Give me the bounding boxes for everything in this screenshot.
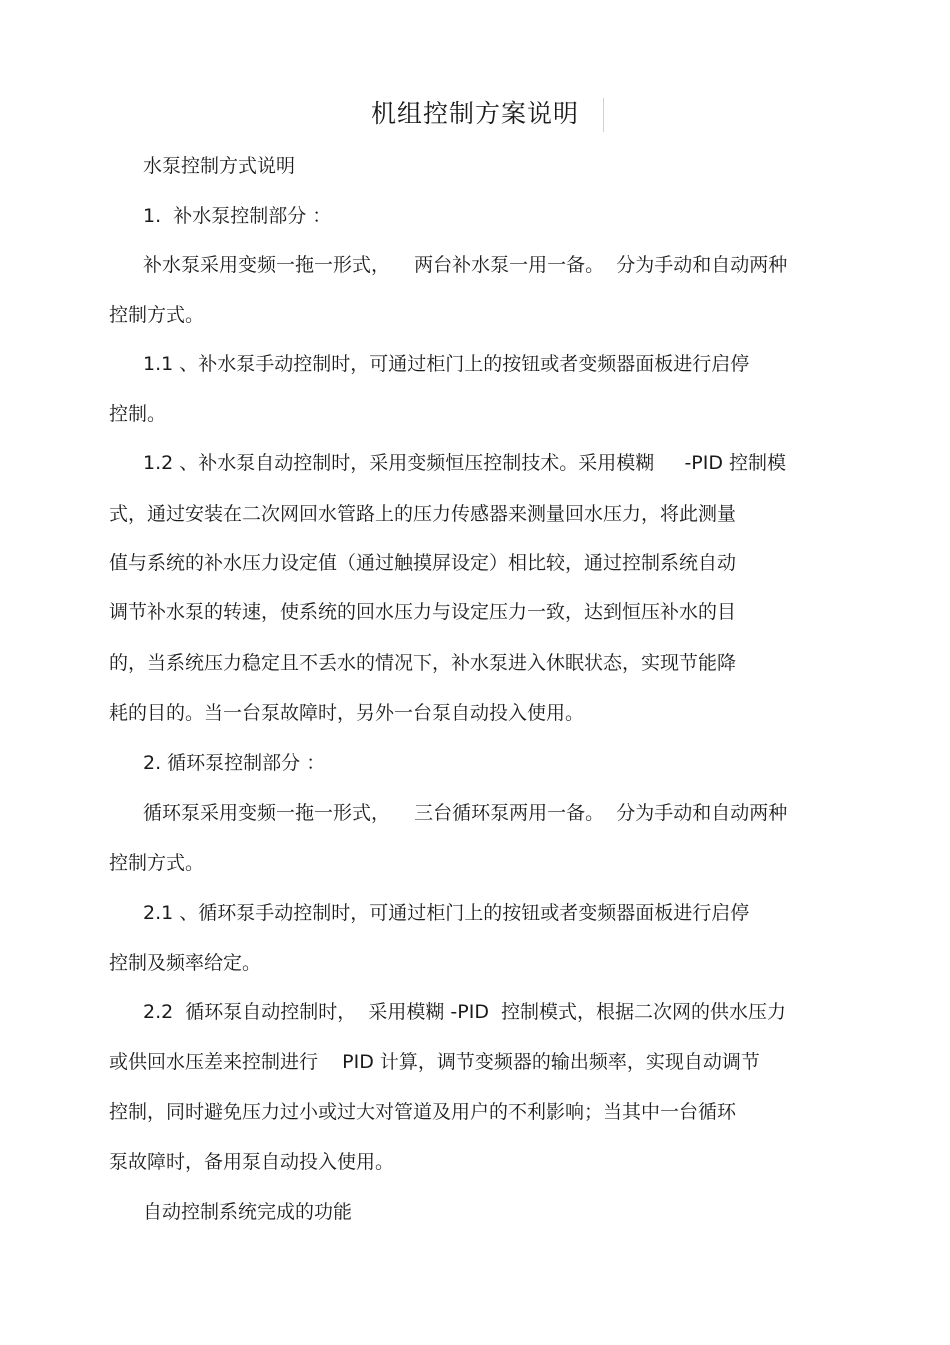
paragraph-line: 泵故障时，备用泵自动投入使用。 [109,1151,395,1173]
paragraph-line: 或供回水压差来控制进行 PID 计算，调节变频器的输出频率，实现自动调节 [109,1051,760,1073]
section-heading-functions: 自动控制系统完成的功能 [143,1201,353,1223]
paragraph-line: 控制及频率给定。 [109,952,262,974]
title-divider [603,98,604,132]
paragraph-line: 控制方式。 [109,304,205,326]
paragraph-line: 的，当系统压力稳定且不丢水的情况下，补水泵进入休眠状态，实现节能降 [109,652,737,674]
paragraph-line: 补水泵采用变频一拖一形式， 两台补水泵一用一备。 分为手动和自动两种 [143,254,788,276]
section-heading-pump-control: 水泵控制方式说明 [143,155,296,177]
paragraph-line: 1.1 、补水泵手动控制时，可通过柜门上的按钮或者变频器面板进行启停 [143,353,750,375]
heading-makeup-pump: 1. 补水泵控制部分 ： [143,205,332,227]
paragraph-line: 调节补水泵的转速，使系统的回水压力与设定压力一致，达到恒压补水的目 [109,601,737,623]
paragraph-line: 循环泵采用变频一拖一形式， 三台循环泵两用一备。 分为手动和自动两种 [143,802,788,824]
paragraph-line: 控制。 [109,403,167,425]
heading-circulation-pump: 2. 循环泵控制部分 ： [143,752,326,774]
paragraph-line: 值与系统的补水压力设定值（通过触摸屏设定）相比较，通过控制系统自动 [109,552,737,574]
paragraph-line: 控制方式。 [109,852,205,874]
document-title: 机组控制方案说明 [370,99,579,128]
paragraph-line: 控制，同时避免压力过小或过大对管道及用户的不利影响；当其中一台循环 [109,1101,737,1123]
paragraph-line: 1.2 、补水泵自动控制时，采用变频恒压控制技术。采用模糊 -PID 控制模 [143,452,787,474]
paragraph-line: 2.1 、循环泵手动控制时，可通过柜门上的按钮或者变频器面板进行启停 [143,902,750,924]
paragraph-line: 式，通过安装在二次网回水管路上的压力传感器来测量回水压力，将此测量 [109,503,737,525]
paragraph-line: 2.2 循环泵自动控制时， 采用模糊 -PID 控制模式，根据二次网的供水压力 [143,1001,787,1023]
paragraph-line: 耗的目的。当一台泵故障时，另外一台泵自动投入使用。 [109,702,585,724]
